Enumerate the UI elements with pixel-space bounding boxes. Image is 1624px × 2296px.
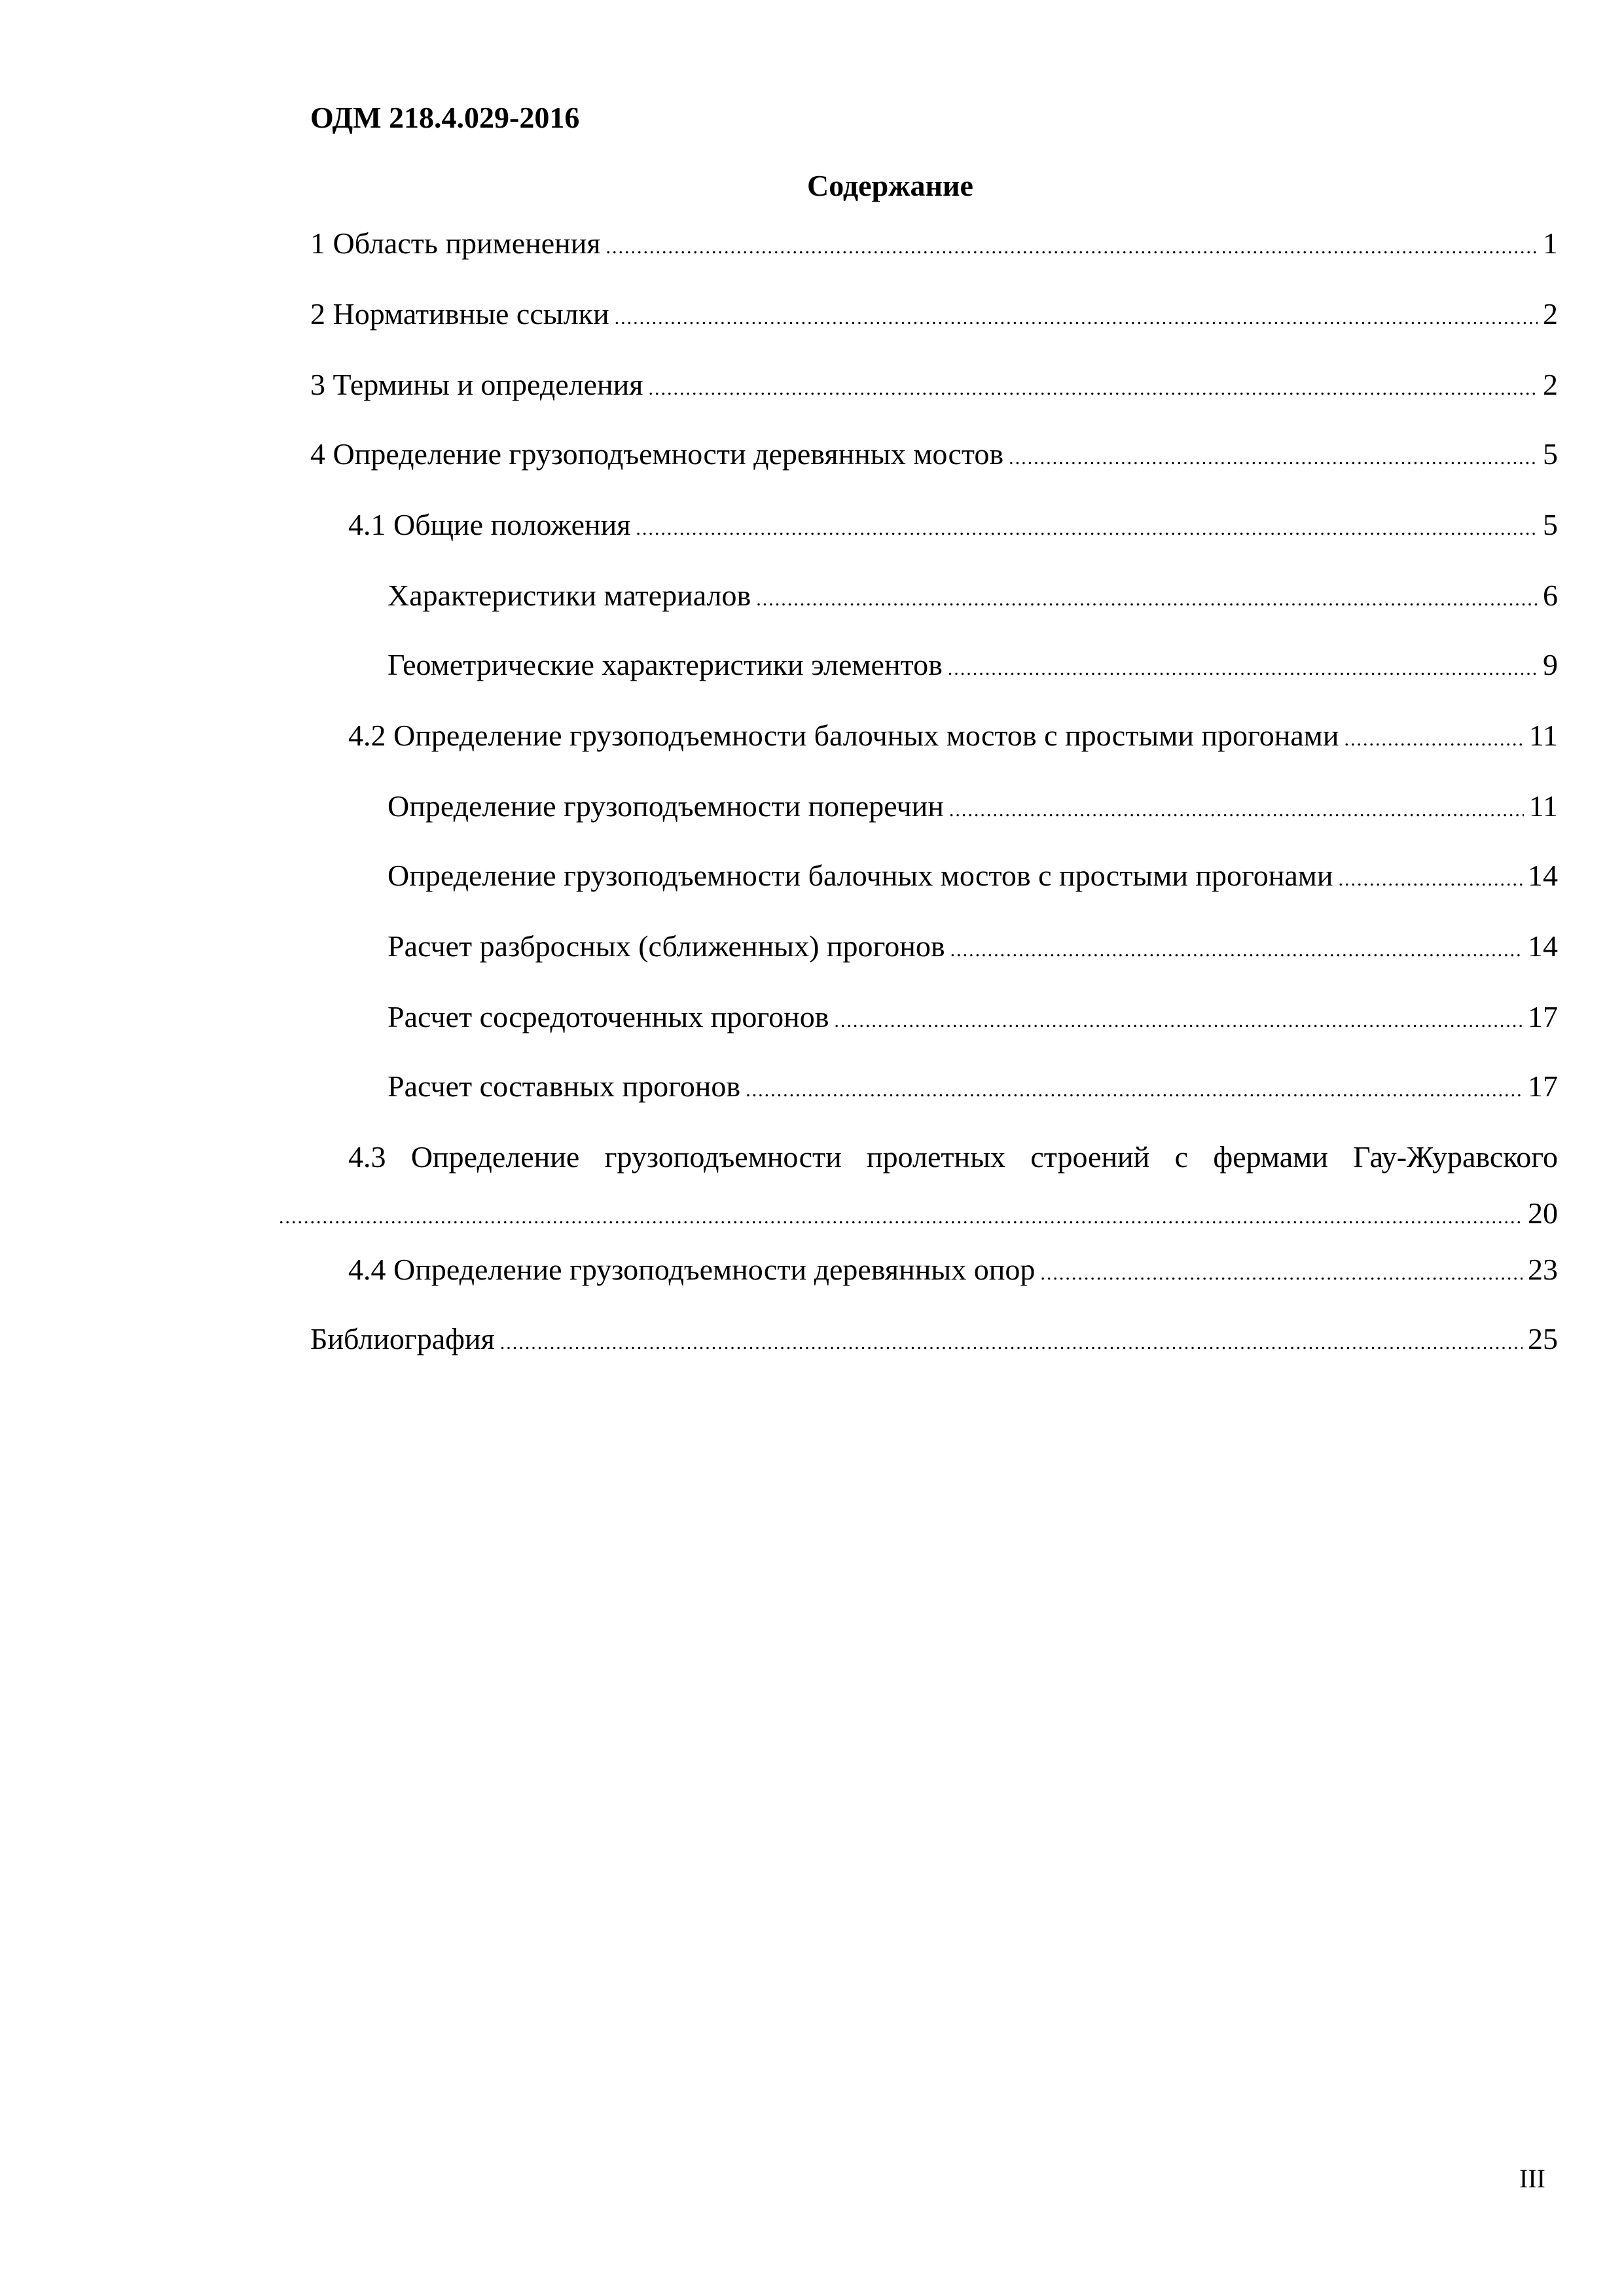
- toc-entry-page: 14: [1528, 929, 1558, 963]
- dot-leader: [1009, 439, 1538, 478]
- toc-entry-page: 14: [1528, 859, 1558, 892]
- toc-entry-label: 4.1 Общие положения: [348, 508, 631, 541]
- toc-entry-page: 2: [1543, 368, 1558, 401]
- toc-entry-page: 20: [1528, 1196, 1558, 1230]
- toc-entry-geometric-properties[interactable]: [388, 645, 1558, 689]
- toc-entry-label: 2 Нормативные ссылки: [310, 297, 609, 331]
- toc-entry-page: 6: [1543, 579, 1558, 612]
- dot-leader: [615, 298, 1538, 338]
- toc-entry-section-4-2[interactable]: [348, 716, 1558, 759]
- toc-entry-page: 5: [1543, 508, 1558, 541]
- toc-entry-page: 2: [1543, 297, 1558, 331]
- toc-entry-label: Расчет сосредоточенных прогонов: [388, 1000, 829, 1033]
- dot-leader: [1040, 1254, 1523, 1293]
- table-of-contents: [310, 0, 1558, 2296]
- toc-entry-scope[interactable]: [310, 224, 1558, 267]
- dot-leader: [500, 1323, 1523, 1363]
- toc-title: Содержание: [807, 169, 973, 202]
- toc-entry-label: Библиография: [310, 1322, 495, 1355]
- toc-entry-label: 1 Область применения: [310, 226, 601, 260]
- dot-leader: [949, 791, 1524, 830]
- toc-entry-page: 9: [1543, 648, 1558, 681]
- toc-entry-label: 4.3 Определение грузоподъемности пролетных строений с фермами Гау-Журавского: [348, 1140, 1558, 1174]
- dot-leader: [606, 228, 1538, 267]
- toc-entry-page: 17: [1528, 1069, 1558, 1103]
- toc-entry-page: 1: [1543, 226, 1558, 260]
- dot-leader: [746, 1071, 1523, 1110]
- toc-entry-page: 25: [1528, 1322, 1558, 1355]
- dot-leader: [1344, 720, 1524, 759]
- toc-entry-page: 11: [1528, 789, 1558, 823]
- dot-leader: [948, 649, 1538, 689]
- toc-entry-section-4-4[interactable]: [348, 1250, 1558, 1293]
- toc-entry-page: 23: [1528, 1253, 1558, 1286]
- toc-entry-label: 4 Определение грузоподъемности деревянных мостов: [310, 437, 1004, 471]
- page-number: III: [1519, 2164, 1545, 2193]
- toc-entry-normative-references[interactable]: [310, 295, 1558, 338]
- toc-entry-label: 4.2 Определение грузоподъемности балочных мостов с простыми прогонами: [348, 719, 1339, 752]
- toc-entry-continuation: [279, 1194, 1558, 1237]
- toc-entry-page: 17: [1528, 1000, 1558, 1033]
- toc-entry-page: 5: [1543, 437, 1558, 471]
- toc-entry-label: Определение грузоподъемности поперечин: [388, 789, 944, 823]
- toc-entry-bibliography[interactable]: [310, 1319, 1558, 1363]
- toc-entry-label: 4.4 Определение грузоподъемности деревянных опор: [348, 1253, 1036, 1286]
- dot-leader: [950, 931, 1523, 970]
- toc-entry-label: 3 Термины и определения: [310, 368, 643, 401]
- dot-leader: [279, 1198, 1521, 1237]
- toc-entry-section-4[interactable]: [310, 435, 1558, 478]
- document-code: ОДМ 218.4.029-2016: [310, 101, 580, 134]
- toc-entry-terms[interactable]: [310, 365, 1558, 408]
- toc-entry-crossbeams[interactable]: [388, 787, 1558, 830]
- toc-entry-label: Характеристики материалов: [388, 579, 751, 612]
- toc-entry-page: 11: [1528, 719, 1558, 752]
- dot-leader: [648, 369, 1538, 408]
- toc-entry-spread-beams[interactable]: [388, 927, 1558, 970]
- dot-leader: [636, 509, 1538, 548]
- toc-entry-label: Расчет составных прогонов: [388, 1069, 741, 1103]
- toc-entry-label: Определение грузоподъемности балочных мостов с простыми прогонами: [388, 859, 1333, 892]
- toc-entry-section-4-1[interactable]: [348, 505, 1558, 548]
- toc-entry-composite-beams[interactable]: [388, 1067, 1558, 1110]
- toc-entry-label: Расчет разбросных (сближенных) прогонов: [388, 929, 945, 963]
- toc-entry-material-properties[interactable]: [388, 576, 1558, 619]
- dot-leader: [834, 1001, 1523, 1041]
- toc-entry-beam-bridges[interactable]: [388, 856, 1558, 899]
- dot-leader: [756, 580, 1538, 619]
- dot-leader: [1339, 860, 1523, 899]
- toc-entry-label: Геометрические характеристики элементов: [388, 648, 943, 681]
- toc-entry-concentrated-beams[interactable]: [388, 997, 1558, 1041]
